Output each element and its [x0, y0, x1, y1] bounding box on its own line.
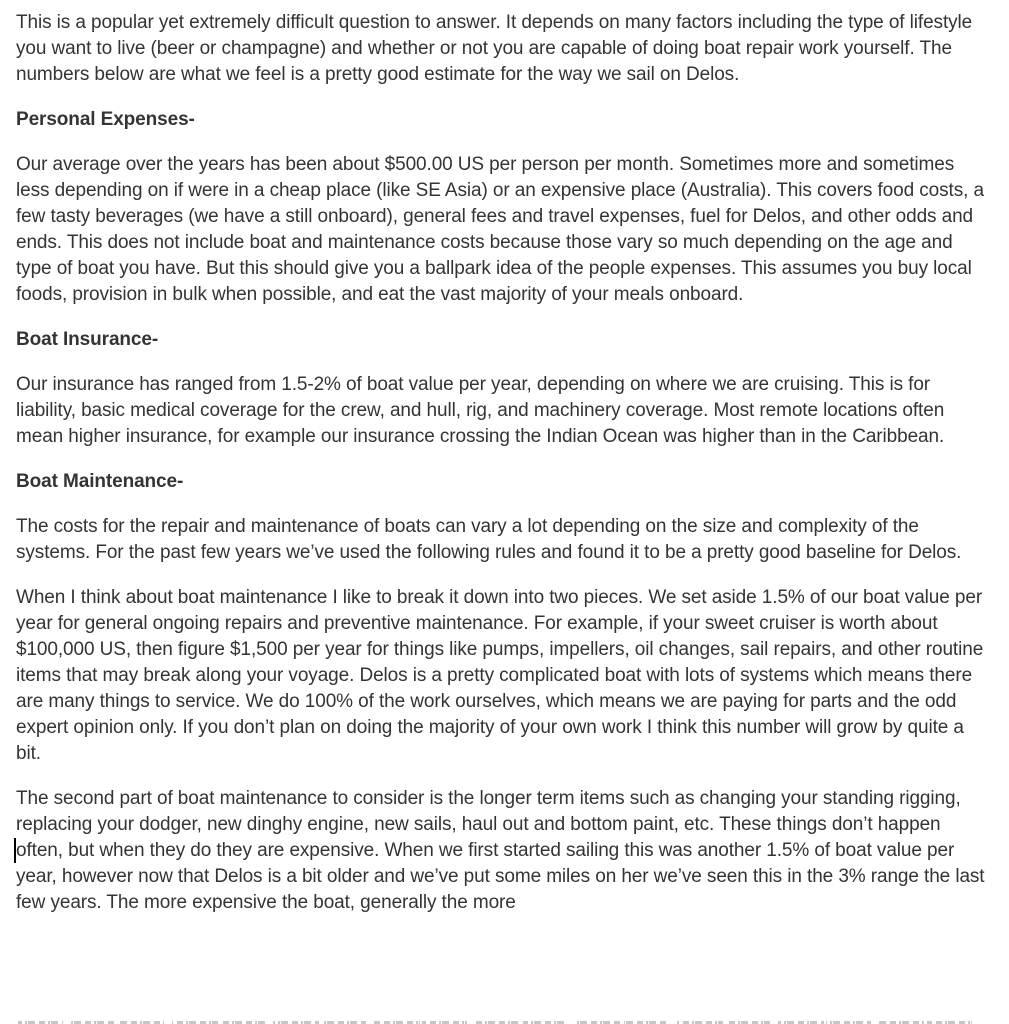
heading-boat-maintenance[interactable]: Boat Maintenance-: [16, 471, 184, 492]
boat-maintenance-paragraph-3[interactable]: The second part of boat maintenance to consider is the longer term items such as changing your standing rigging, replacing your dodger, new dinghy engine, new sails, haul out and bottom paint, etc. These things don’t happen often, but when they do they are expensive. When we first started sailing this was another 1.5% of boat value per year, however now that Delos is a bit older and we’ve put some miles on her we’ve seen this in the 3% range the last few years. The more expensive the boat, generally the more: [16, 788, 985, 913]
personal-expenses-paragraph[interactable]: Our average over the years has been about $500.00 US per person per month. Sometimes more and sometimes less depending on if were in a cheap place (like SE Asia) or an expensive place (Australia). This covers food costs, a few tasty beverages (we have a still onboard), general fees and travel expenses, fuel for Delos, and other odds and ends. This does not include boat and maintenance costs because those vary so much depending on the age and type of boat you have. But this should give you a ballpark idea of the people expenses. This assumes you buy local foods, provision in bulk when possible, and eat the vast majority of your meals onboard.: [16, 154, 984, 305]
heading-boat-insurance[interactable]: Boat Insurance-: [16, 329, 159, 350]
boat-insurance-paragraph[interactable]: Our insurance has ranged from 1.5-2% of boat value per year, depending on where we are cruising. This is for liability, basic medical coverage for the crew, and hull, rig, and machinery coverage. Most remote locations often mean higher insurance, for example our insurance crossing the Indian Ocean was higher than in the Caribbean.: [16, 374, 945, 447]
intro-paragraph[interactable]: This is a popular yet extremely difficult question to answer. It depends on many factors including the type of lifestyle you want to live (beer or champagne) and whether or not you are capable of doing boat repair work yourself. The numbers below are what we feel is a pretty good estimate for the way we sail on Delos.: [16, 12, 973, 85]
boat-maintenance-paragraph-1[interactable]: The costs for the repair and maintenance of boats can vary a lot depending on the size and complexity of the systems. For the past few years we’ve used the following rules and found it to be a pretty good baseline for Delos.: [16, 516, 962, 563]
boat-maintenance-paragraph-2[interactable]: When I think about boat maintenance I like to break it down into two pieces. We set aside 1.5% of our boat value per year for general ongoing repairs and preventive maintenance. For example, if your sweet cruiser is worth about $100,000 US, then figure $1,500 per year for things like pumps, impellers, oil changes, sail repairs, and other routine items that may break along your voyage. Delos is a pretty complicated boat with lots of systems which means there are many things to service. We do 100% of the work ourselves, which means we are paying for parts and the odd expert opinion only. If you don’t plan on doing the majority of your own work I think this number will grow by quite a bit.: [16, 587, 984, 764]
heading-personal-expenses[interactable]: Personal Expenses-: [16, 109, 195, 130]
text-cursor: [14, 838, 16, 863]
